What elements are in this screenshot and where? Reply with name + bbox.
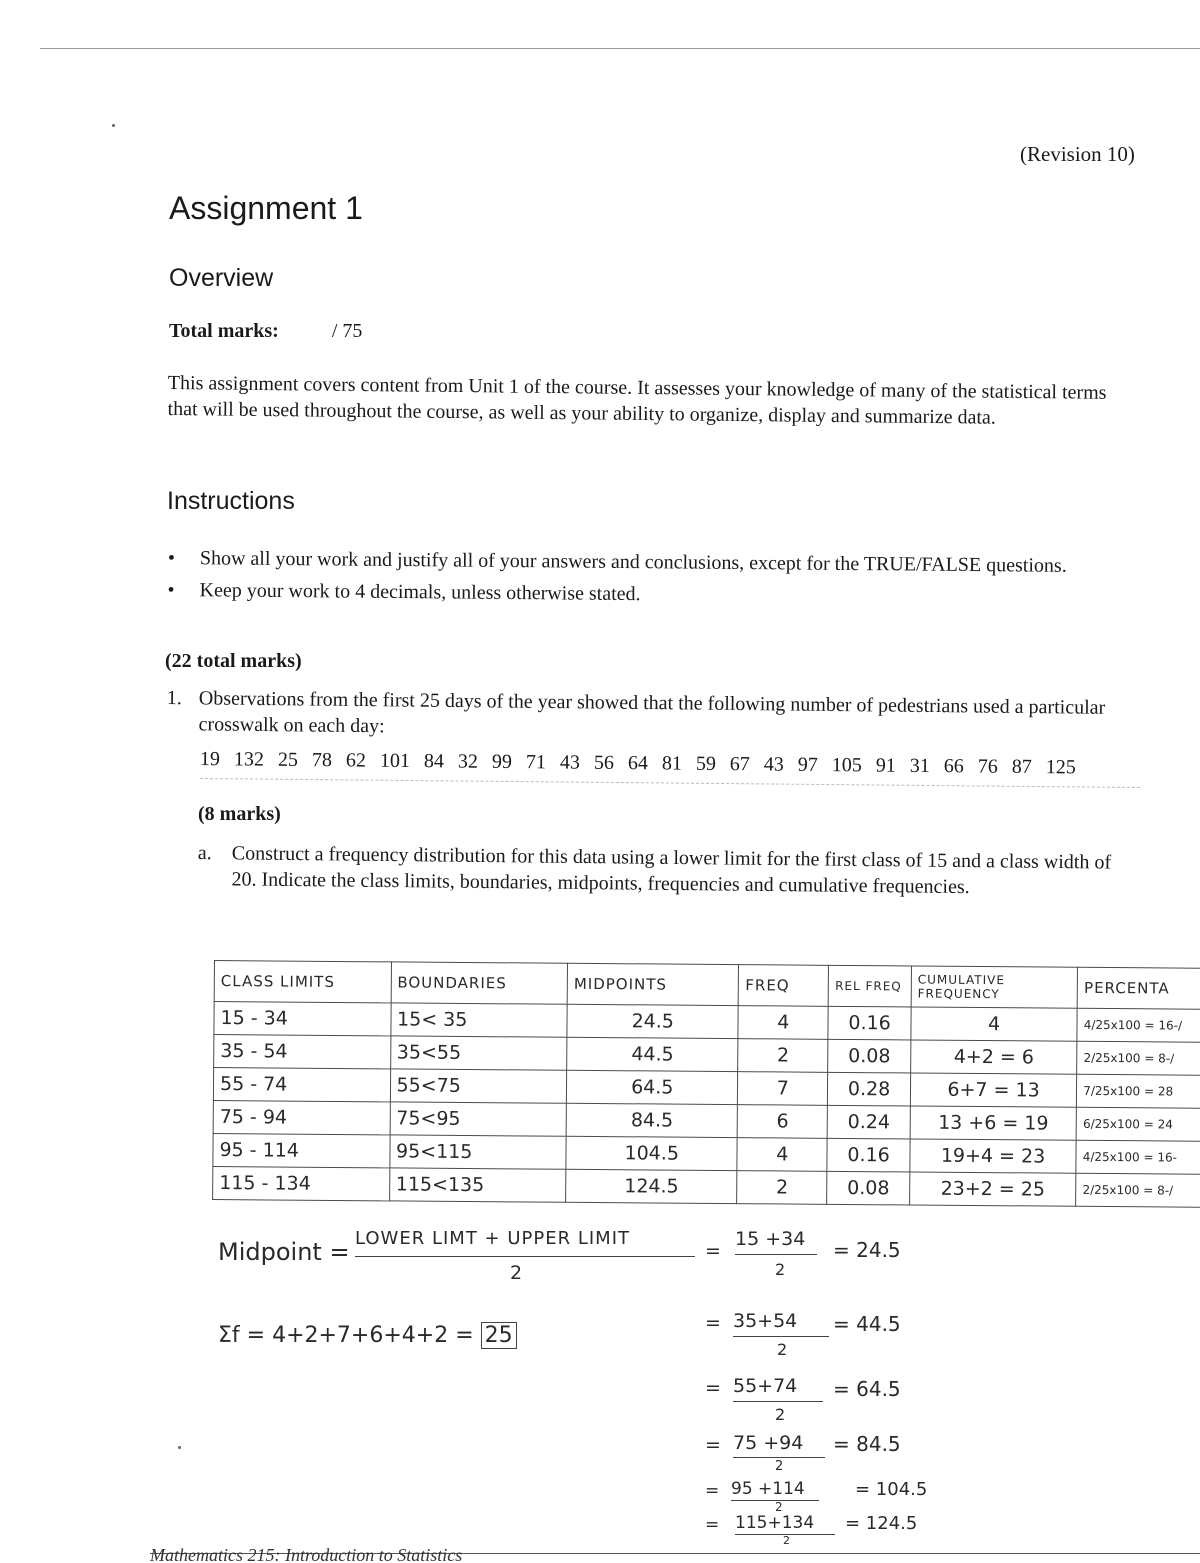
calc-numerator: 95 +114 xyxy=(731,1479,805,1499)
instruction-item: • Keep your work to 4 decimals, unless otherwise stated. xyxy=(167,577,1127,611)
calc-denominator: 2 xyxy=(777,1340,788,1359)
question-text: Observations from the first 25 days of the year showed that the following number of pedestrians used a particular crosswalk on each day: xyxy=(198,687,1106,738)
total-marks-label: Total marks: xyxy=(169,320,279,342)
question-number: 1. xyxy=(166,686,182,710)
question-1 xyxy=(166,685,1116,747)
calc-numerator: 35+54 xyxy=(733,1310,798,1332)
cell-class-limits: 35 - 54 xyxy=(214,1035,391,1069)
frequency-table xyxy=(212,960,1200,1208)
cell-freq: 2 xyxy=(738,1039,828,1073)
calc-denominator: 2 xyxy=(775,1459,784,1474)
revision-label: (Revision 10) xyxy=(1020,142,1135,166)
table-row xyxy=(213,1166,1200,1207)
cell-boundaries: 95<115 xyxy=(389,1135,566,1169)
calc-result: = 104.5 xyxy=(855,1479,928,1500)
cell-freq: 7 xyxy=(738,1072,828,1106)
calc-numerator: 15 +34 xyxy=(735,1228,806,1250)
calc-result: = 44.5 xyxy=(833,1312,901,1336)
cell-class-limits: 55 - 74 xyxy=(213,1068,390,1102)
header-percentage: PERCENTA xyxy=(1077,967,1200,1009)
header-class-limits: CLASS LIMITS xyxy=(214,961,391,1003)
section-marks: (22 total marks) xyxy=(165,650,302,672)
cell-rel-freq: 0.08 xyxy=(828,1039,911,1073)
cell-midpoint: 104.5 xyxy=(566,1136,738,1170)
cell-percentage: 2/25x100 = 8-/ xyxy=(1077,1041,1200,1075)
cell-boundaries: 115<135 xyxy=(389,1168,566,1202)
calc-fraction-bar xyxy=(733,1401,823,1402)
cell-class-limits: 95 - 114 xyxy=(213,1133,390,1167)
cell-percentage: 6/25x100 = 24 xyxy=(1076,1107,1200,1141)
cell-cumulative: 23+2 = 25 xyxy=(910,1172,1077,1206)
cell-midpoint: 24.5 xyxy=(567,1004,739,1038)
cell-percentage: 4/25x100 = 16-/ xyxy=(1077,1008,1200,1042)
calc-fraction-bar xyxy=(733,1336,829,1337)
cell-cumulative: 6+7 = 13 xyxy=(910,1073,1077,1107)
calc-equals: = xyxy=(705,1312,721,1334)
header-midpoints: MIDPOINTS xyxy=(567,963,739,1005)
cell-cumulative: 19+4 = 23 xyxy=(910,1139,1077,1173)
calc-result: = 124.5 xyxy=(845,1513,918,1534)
calc-equals: = xyxy=(705,1481,720,1501)
cell-rel-freq: 0.16 xyxy=(828,1006,911,1040)
data-values: 19 132 25 78 62 101 84 32 99 71 43 56 64 81 59 67 43 97 105 91 31 66 76 87 125 xyxy=(199,748,1076,779)
cell-percentage: 4/25x100 = 16- xyxy=(1076,1140,1200,1174)
calc-line xyxy=(705,1430,965,1480)
cell-freq: 2 xyxy=(737,1171,827,1205)
calc-numerator: 75 +94 xyxy=(733,1432,804,1454)
calc-equals: = xyxy=(705,1515,720,1535)
instructions-list xyxy=(167,545,1128,617)
calc-result: = 24.5 xyxy=(833,1238,901,1262)
cell-midpoint: 84.5 xyxy=(566,1103,738,1137)
cell-cumulative: 13 +6 = 19 xyxy=(910,1106,1077,1140)
cell-cumulative: 4 xyxy=(911,1007,1078,1041)
sum-expression: Σf = 4+2+7+6+4+2 = xyxy=(218,1323,474,1348)
frequency-sum xyxy=(218,1323,517,1348)
cell-class-limits: 75 - 94 xyxy=(213,1100,390,1134)
sum-total: 25 xyxy=(481,1322,517,1349)
instruction-item: • Show all your work and justify all of your answers and conclusions, except for the TRUE/FALSE questions. xyxy=(168,545,1128,579)
calc-result: = 64.5 xyxy=(833,1377,901,1401)
midpoint-label: Midpoint = xyxy=(218,1238,350,1266)
cell-cumulative: 4+2 = 6 xyxy=(911,1040,1078,1074)
total-marks-row xyxy=(169,320,362,343)
cell-boundaries: 55<75 xyxy=(390,1069,567,1103)
equals-sign: = xyxy=(705,1240,721,1262)
cell-rel-freq: 0.16 xyxy=(827,1138,910,1172)
calc-line xyxy=(705,1224,965,1284)
calc-equals: = xyxy=(705,1377,721,1399)
cell-freq: 4 xyxy=(738,1006,828,1040)
cell-freq: 4 xyxy=(737,1138,827,1172)
cell-boundaries: 75<95 xyxy=(390,1102,567,1136)
instructions-heading: Instructions xyxy=(167,487,295,515)
calc-equals: = xyxy=(705,1434,721,1456)
header-cumulative: CUMULATIVE FREQUENCY xyxy=(911,966,1078,1008)
overview-paragraph: This assignment covers content from Unit 1 of the course. It assesses your knowledge of many of the statistical terms that will be used throughout the course, as well as your ability to organize, display and summarize data. xyxy=(167,371,1107,429)
header-freq: FREQ xyxy=(739,965,829,1007)
cell-class-limits: 115 - 134 xyxy=(213,1166,390,1200)
midpoint-formula-denominator: 2 xyxy=(510,1262,523,1284)
cell-rel-freq: 0.08 xyxy=(827,1171,910,1205)
calc-result: = 84.5 xyxy=(833,1432,901,1456)
calc-line xyxy=(705,1478,965,1514)
cell-boundaries: 15< 35 xyxy=(390,1003,567,1037)
calc-numerator: 55+74 xyxy=(733,1375,798,1397)
header-boundaries: BOUNDARIES xyxy=(391,962,568,1004)
calc-line xyxy=(705,1512,965,1547)
calc-denominator: 2 xyxy=(775,1260,786,1279)
cell-class-limits: 15 - 34 xyxy=(214,1002,391,1036)
cell-percentage: 7/25x100 = 28 xyxy=(1077,1074,1200,1108)
subquestion-marks: (8 marks) xyxy=(198,803,281,825)
subquestion-text: Construct a frequency distribution for this data using a lower limit for the first class of 15 and a class width of 20. Indicate the class limits, boundaries, midpoints, frequencies and cumulative frequencies. xyxy=(231,842,1112,899)
calc-denominator: 2 xyxy=(775,1405,786,1424)
calc-fraction-bar xyxy=(733,1457,825,1458)
calc-line xyxy=(705,1371,965,1427)
calc-line xyxy=(705,1306,965,1366)
scan-speck xyxy=(178,1446,181,1449)
calc-denominator: 2 xyxy=(775,1500,783,1514)
cell-rel-freq: 0.24 xyxy=(827,1105,910,1139)
total-marks-value: / 75 xyxy=(331,320,363,342)
page-title: Assignment 1 xyxy=(169,190,363,226)
scan-speck xyxy=(112,124,115,127)
footer-course: Mathematics 215: Introduction to Statistics xyxy=(150,1545,463,1563)
header-rel-freq: REL FREQ xyxy=(828,965,911,1007)
cell-percentage: 2/25x100 = 8-/ xyxy=(1076,1173,1200,1207)
overview-heading: Overview xyxy=(169,264,274,292)
cell-midpoint: 44.5 xyxy=(567,1037,739,1071)
cell-midpoint: 64.5 xyxy=(566,1070,738,1104)
calc-numerator: 115+134 xyxy=(735,1513,815,1533)
cell-rel-freq: 0.28 xyxy=(828,1072,911,1106)
top-rule xyxy=(40,48,1200,49)
calc-denominator: 2 xyxy=(783,1534,790,1547)
data-underline xyxy=(200,778,1140,788)
calc-fraction-bar xyxy=(735,1254,817,1255)
midpoint-formula-numerator: LOWER LIMT + UPPER LIMIT xyxy=(355,1228,630,1249)
formula-fraction-bar xyxy=(355,1256,695,1257)
question-1a xyxy=(197,840,1127,902)
cell-boundaries: 35<55 xyxy=(390,1036,567,1070)
cell-midpoint: 124.5 xyxy=(566,1169,738,1203)
subquestion-letter: a. xyxy=(197,841,212,865)
cell-freq: 6 xyxy=(738,1105,828,1139)
